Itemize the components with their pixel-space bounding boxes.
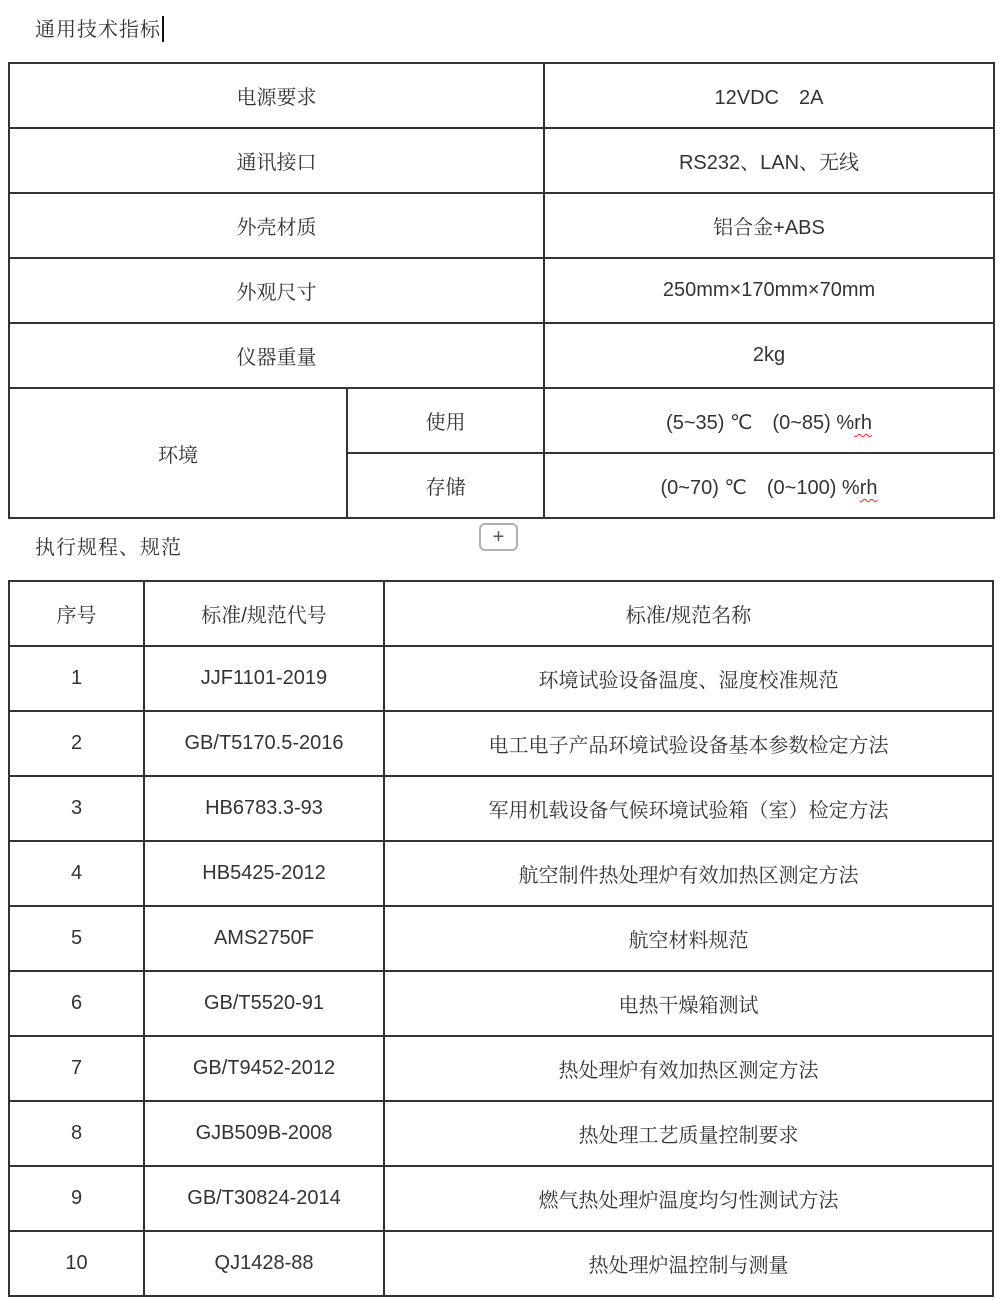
insert-plus-button[interactable]: + (479, 523, 518, 551)
spec-label-shell: 外壳材质 (9, 193, 544, 258)
standard-name: 军用机载设备气候环境试验箱（室）检定方法 (384, 776, 993, 841)
spec-value-power: 12VDC 2A (544, 63, 994, 128)
table-row (9, 388, 994, 453)
table-row (9, 63, 994, 128)
standard-code: HB6783.3-93 (144, 776, 384, 841)
standard-name: 燃气热处理炉温度均匀性测试方法 (384, 1166, 993, 1231)
spec-value-size: 250mm×170mm×70mm (544, 258, 994, 323)
standard-code: GB/T5170.5-2016 (144, 711, 384, 776)
spec-label-power: 电源要求 (9, 63, 544, 128)
row-index: 7 (9, 1036, 144, 1101)
general-specs-title[interactable] (35, 13, 164, 44)
spec-label-comm: 通讯接口 (9, 128, 544, 193)
table-row (9, 711, 993, 776)
env-value-storage-rh: rh (859, 477, 878, 499)
standard-name: 热处理炉有效加热区测定方法 (384, 1036, 993, 1101)
standard-code: GJB509B-2008 (144, 1101, 384, 1166)
standard-code: AMS2750F (144, 906, 384, 971)
row-index: 3 (9, 776, 144, 841)
standard-code: HB5425-2012 (144, 841, 384, 906)
table-row (9, 258, 994, 323)
standard-name: 电热干燥箱测试 (384, 971, 993, 1036)
env-sub-storage: 存储 (347, 453, 544, 518)
row-index: 5 (9, 906, 144, 971)
header-index: 序号 (9, 581, 144, 646)
table-header-row (9, 581, 993, 646)
table-row (9, 906, 993, 971)
standard-name: 航空材料规范 (384, 906, 993, 971)
table-row (9, 193, 994, 258)
env-value-use-rh: rh (854, 412, 872, 434)
standard-code: GB/T9452-2012 (144, 1036, 384, 1101)
standard-name: 热处理炉温控制与测量 (384, 1231, 993, 1296)
spec-value-shell: 铝合金+ABS (544, 193, 994, 258)
env-sub-use: 使用 (347, 388, 544, 453)
row-index: 8 (9, 1101, 144, 1166)
table-row (9, 776, 993, 841)
standard-code: QJ1428-88 (144, 1231, 384, 1296)
standard-name: 环境试验设备温度、湿度校准规范 (384, 646, 993, 711)
general-specs-title-text: 通用技术指标 (35, 19, 161, 41)
env-value-use (544, 388, 994, 453)
env-value-use-main: (5~35) ℃ (0~85) % (666, 412, 855, 434)
standard-code: GB/T30824-2014 (144, 1166, 384, 1231)
table-row (9, 1101, 993, 1166)
spec-value-comm: RS232、LAN、无线 (544, 128, 994, 193)
standard-name: 电工电子产品环境试验设备基本参数检定方法 (384, 711, 993, 776)
standards-table (8, 580, 994, 1297)
env-value-storage (544, 453, 994, 518)
row-index: 6 (9, 971, 144, 1036)
spec-label-environment: 环境 (9, 388, 347, 518)
standard-code: JJF1101-2019 (144, 646, 384, 711)
row-index: 2 (9, 711, 144, 776)
table-row (9, 128, 994, 193)
table-row (9, 1231, 993, 1296)
text-cursor (162, 16, 164, 42)
standard-code: GB/T5520-91 (144, 971, 384, 1036)
spec-value-weight: 2kg (544, 323, 994, 388)
row-index: 4 (9, 841, 144, 906)
standard-name: 航空制件热处理炉有效加热区测定方法 (384, 841, 993, 906)
spec-label-weight: 仪器重量 (9, 323, 544, 388)
header-code: 标准/规范代号 (144, 581, 384, 646)
table-row (9, 323, 994, 388)
standards-section-title: 执行规程、规范 (35, 537, 182, 559)
general-specs-table (8, 62, 995, 519)
table-row (9, 646, 993, 711)
row-index: 9 (9, 1166, 144, 1231)
table-row (9, 841, 993, 906)
table-row (9, 1036, 993, 1101)
table-row (9, 1166, 993, 1231)
row-index: 1 (9, 646, 144, 711)
spec-label-size: 外观尺寸 (9, 258, 544, 323)
table-row (9, 971, 993, 1036)
row-index: 10 (9, 1231, 144, 1296)
header-name: 标准/规范名称 (384, 581, 993, 646)
env-value-storage-main: (0~70) ℃ (0~100) % (660, 477, 860, 499)
standard-name: 热处理工艺质量控制要求 (384, 1101, 993, 1166)
